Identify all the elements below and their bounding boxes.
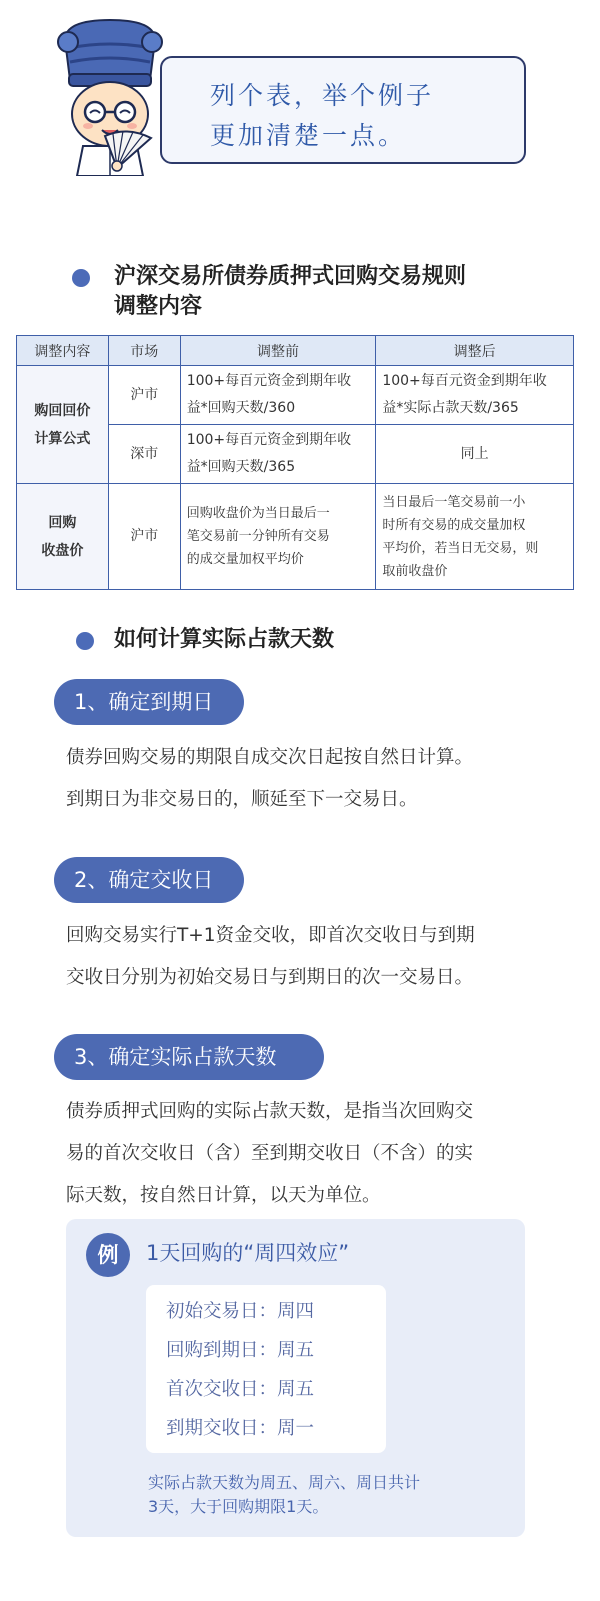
after-cell: 同上	[376, 425, 574, 484]
section-title-line2: 调整内容	[114, 294, 203, 319]
note-line: 实际占款天数为周五、周六、周日共计	[148, 1473, 421, 1492]
market-cell: 深市	[108, 425, 180, 484]
cell-line: 平均价，若当日无交易，则	[382, 540, 539, 556]
table-row	[17, 484, 574, 590]
cell-line: 的成交量加权平均价	[186, 552, 304, 567]
cell-line: 回购收盘价为当日最后一	[186, 506, 330, 521]
row-group-label-line: 计算公式	[34, 430, 91, 447]
cell-line: 100+每百元资金到期年收	[382, 373, 547, 389]
rules-table	[16, 335, 574, 590]
cell-line: 100+每百元资金到期年收	[186, 373, 352, 389]
cell-line: 取前收盘价	[382, 563, 448, 579]
step-3-label: 3、确定实际占款天数	[54, 1034, 324, 1080]
row-group-label-line: 购回回价	[34, 402, 91, 419]
market-cell: 沪市	[108, 484, 180, 590]
step-3-text	[66, 1091, 536, 1217]
paragraph-line: 易的首次交收日（含）至到期交收日（不含）的实	[66, 1143, 474, 1164]
bubble-line-1: 列个表，举个例子	[210, 81, 435, 110]
after-cell	[376, 366, 574, 425]
before-cell	[180, 425, 376, 484]
before-cell	[180, 366, 376, 425]
list-item: 到期交收日：周一	[166, 1418, 315, 1439]
bullet-dot-icon	[72, 269, 90, 287]
bullet-dot-icon	[76, 632, 94, 650]
table-header-cell: 市场	[108, 336, 180, 366]
row-group-label-line: 回购	[48, 514, 77, 531]
row-group-label	[17, 484, 109, 590]
list-item: 回购到期日：周五	[166, 1340, 315, 1361]
cell-line: 时所有交易的成交量加权	[382, 517, 526, 533]
market-cell: 沪市	[108, 366, 180, 425]
paragraph-line: 际天数，按自然日计算，以天为单位。	[66, 1185, 381, 1206]
section-title-line1: 沪深交易所债券质押式回购交易规则	[114, 264, 467, 289]
table-header-row	[17, 336, 574, 366]
scholar-mascot-icon	[55, 18, 165, 176]
table-header-cell: 调整后	[376, 336, 574, 366]
table-header-cell: 调整前	[180, 336, 376, 366]
after-cell	[376, 484, 574, 590]
cell-line: 当日最后一笔交易前一小	[382, 494, 526, 510]
paragraph-line: 到期日为非交易日的，顺延至下一交易日。	[66, 789, 418, 810]
cell-line: 益*实际占款天数/365	[382, 400, 519, 416]
paragraph-line: 回购交易实行T+1资金交收，即首次交收日与到期	[66, 925, 475, 946]
example-box	[66, 1219, 525, 1537]
example-note	[148, 1471, 508, 1519]
cell-line: 100+每百元资金到期年收	[186, 432, 352, 448]
table-header-cell: 调整内容	[17, 336, 109, 366]
example-title: 1天回购的“周四效应”	[146, 1241, 350, 1265]
step-2-text	[66, 915, 536, 999]
cell-line: 益*回购天数/360	[186, 400, 296, 416]
bubble-line-2: 更加清楚一点。	[210, 121, 407, 150]
table-row	[17, 366, 574, 425]
section-title-rules	[114, 262, 554, 322]
example-badge: 例	[86, 1233, 130, 1277]
note-line: 3天，大于回购期限1天。	[148, 1497, 329, 1516]
row-group-label-line: 收盘价	[41, 542, 84, 559]
list-item: 初始交易日：周四	[166, 1301, 315, 1322]
row-group-label	[17, 366, 109, 484]
cell-line: 笔交易前一分钟所有交易	[186, 529, 330, 544]
before-cell	[180, 484, 376, 590]
paragraph-line: 债券质押式回购的实际占款天数，是指当次回购交	[66, 1101, 474, 1122]
speech-bubble	[160, 56, 526, 164]
step-2-label: 2、确定交收日	[54, 857, 244, 903]
step-1-text	[66, 737, 536, 821]
section-title-calc: 如何计算实际占款天数	[114, 627, 335, 652]
paragraph-line: 交收日分别为初始交易日与到期日的次一交易日。	[66, 967, 474, 988]
paragraph-line: 债券回购交易的期限自成交次日起按自然日计算。	[66, 747, 474, 768]
example-list	[146, 1285, 386, 1453]
list-item: 首次交收日：周五	[166, 1379, 315, 1400]
cell-line: 益*回购天数/365	[186, 459, 296, 475]
step-1-label: 1、确定到期日	[54, 679, 244, 725]
